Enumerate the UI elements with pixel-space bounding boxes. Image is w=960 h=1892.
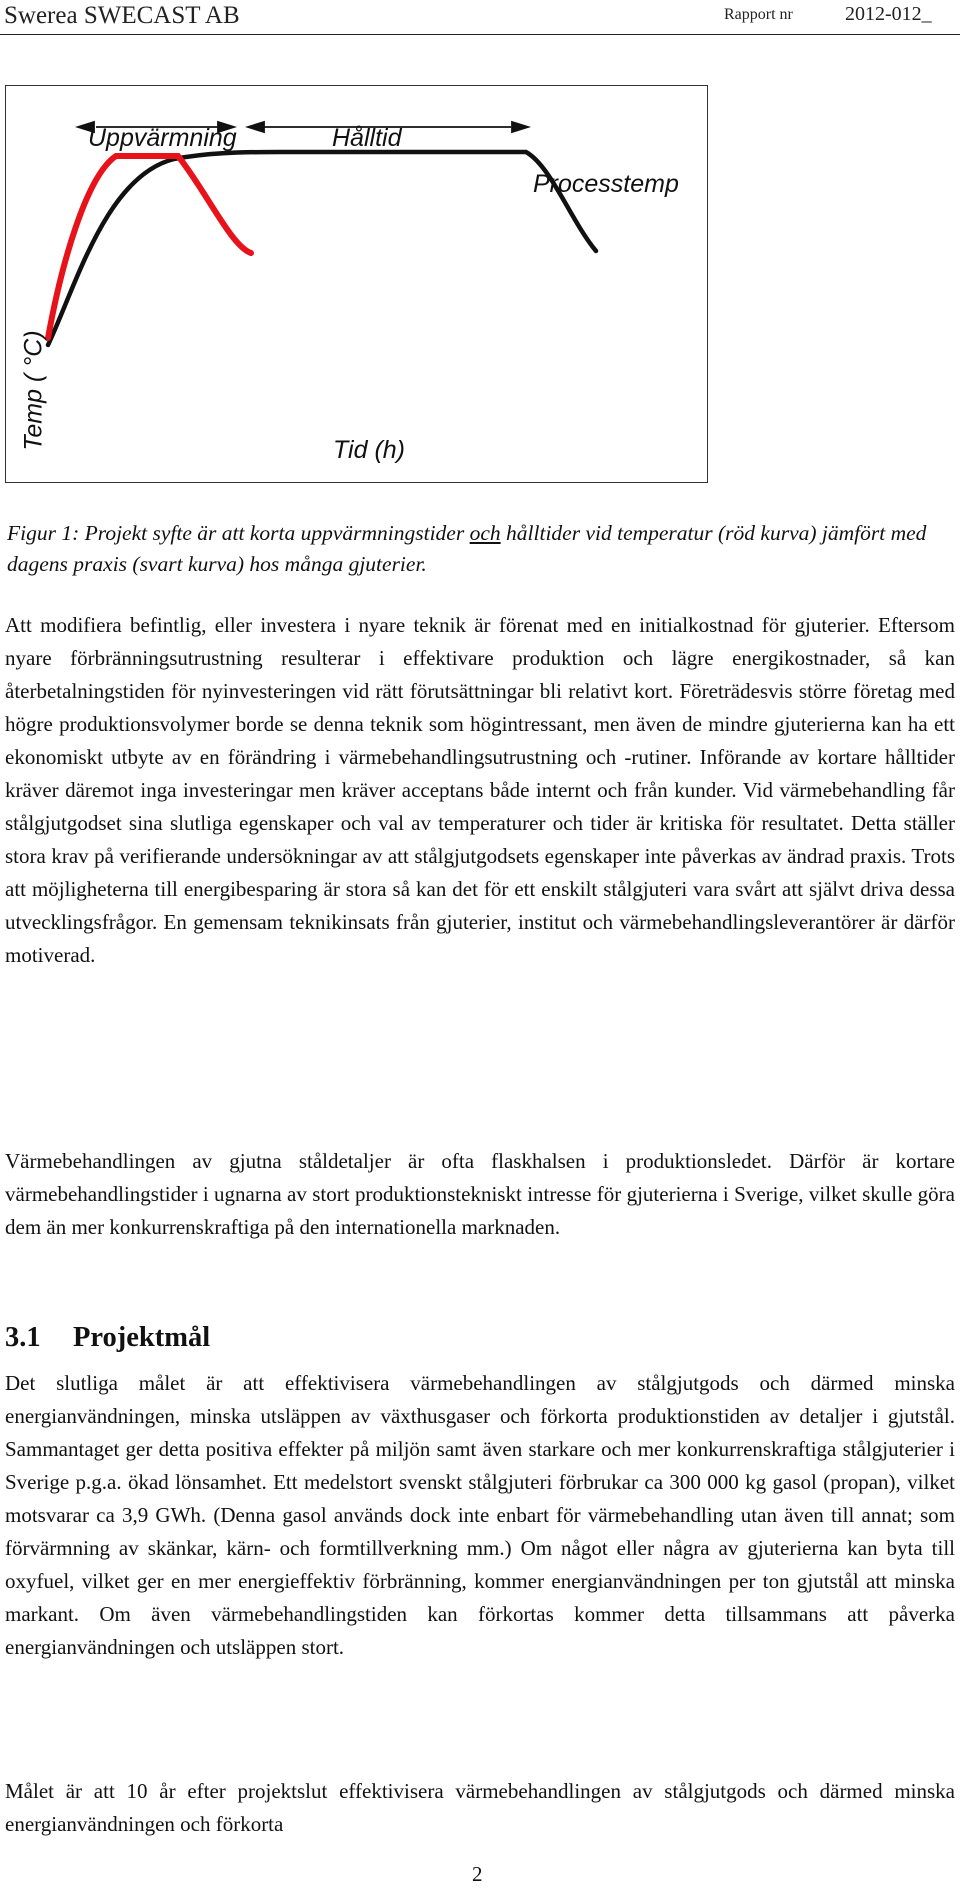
caption-text-before: Figur 1: Projekt syfte är att korta uppvärmningstider — [7, 521, 470, 545]
header-report-number: 2012-012_ — [845, 3, 932, 25]
section-paragraph-1: Det slutliga målet är att effektivisera värmebehandlingen av stålgjutgods och därmed minska energianvändningen, minska utsläppen av växthusgaser och förkorta produktionstiden av detaljer i gjutstål. Sammantaget ger detta positiva effekter på miljön samt även starkare och mer konkurrenskraftiga stålgjuterier i Sverige p.g.a. ökad lönsamhet. Ett medelstort svenskt stålgjuteri förbrukar ca 300 000 kg gasol (propan), vilket motsvarar ca 3,9 GWh. (Denna gasol används dock inte enbart för värmebehandling utan även till annat; som förvärmning av skänkar, kärn- och formtillverkning mm.) Om något eller några av gjuterierna kan byta till oxyfuel, vilket ger en mer energieffektiv förbränning, kommer energianvändningen per ton gjutstål att minska markant. Om även värmebehandlingstiden kan förkortas kommer detta tillsammans att påverka energianvändningen och utsläppen stort. — [5, 1371, 955, 1659]
section-paragraph-2: Målet är att 10 år efter projektslut effektivisera värmebehandlingen av stålgjutgods och därmed minska energianvändningen och förkorta — [5, 1779, 955, 1836]
label-process-temp: Processtemp — [533, 170, 679, 198]
page-header — [0, 0, 960, 35]
heat-treatment-figure — [5, 85, 708, 483]
x-axis-label: Tid (h) — [333, 436, 406, 464]
figure-caption — [7, 518, 957, 580]
section-title: Projektmål — [73, 1322, 211, 1353]
paragraph-2: Värmebehandlingen av gjutna ståldetaljer är ofta flaskhalsen i produktionsledet. Därför är kortare värmebehandlingstider i ugnarna av stort produktionstekniskt intresse för gjuterierna i Sverige, vilket skulle göra dem än mer konkurrenskraftiga på den internationella marknaden. — [5, 1149, 955, 1239]
paragraph-1: Att modifiera befintlig, eller investera i nyare teknik är förenat med en initialkostnad för gjuterier. Eftersom nyare förbränningsutrustning resulterar i effektivare produktion och lägre energikostnader, så kan återbetalningstiden för nyinvesteringen vid rätt förutsättningar bli relativt kort. Företrädesvis större företag med högre produktionsvolymer borde se denna teknik som högintressant, men även de mindre gjuterierna kan ha ett ekonomiskt utbyte av en förändring i värmebehandlingsutrustning och -rutiner. Införande av kortare hålltider kräver däremot inga investeringar men kräver acceptans både internt och från kunder. Vid värmebehandling får stålgjutgodset sina slutliga egenskaper och val av temperaturer och tider är kritiska för resultatet. Detta ställer stora krav på verifierande undersökningar av att stålgjutgodsets egenskaper inte påverkas av ändrad praxis. Trots att möjligheterna till energibesparing är stora så kan det för ett enskilt stålgjuteri vara svårt att självt driva dessa utvecklingsfrågor. En gemensam teknikinsats från gjuterier, institut och värmebehandlingsleverantörer är därför motiverad. — [5, 613, 955, 967]
page-number: 2 — [472, 1862, 483, 1886]
arrow-head-right — [512, 122, 528, 132]
caption-text-after: hålltider vid temperatur (röd kurva) jämfört med dagens praxis (svart kurva) hos många gjuterier. — [7, 521, 927, 576]
y-axis-label: Temp ( °C) — [19, 330, 48, 451]
caption-underlined-word: och — [469, 521, 501, 545]
section-heading — [5, 1322, 210, 1354]
header-report-label: Rapport nr — [724, 6, 793, 23]
section-number: 3.1 — [5, 1322, 41, 1353]
arrow-head-left — [248, 122, 264, 132]
label-holding: Hålltid — [332, 124, 402, 152]
black-curve — [48, 152, 596, 345]
label-heating: Uppvärmning — [88, 124, 237, 152]
header-organization: Swerea SWECAST AB — [4, 2, 240, 29]
red-curve — [48, 156, 251, 338]
